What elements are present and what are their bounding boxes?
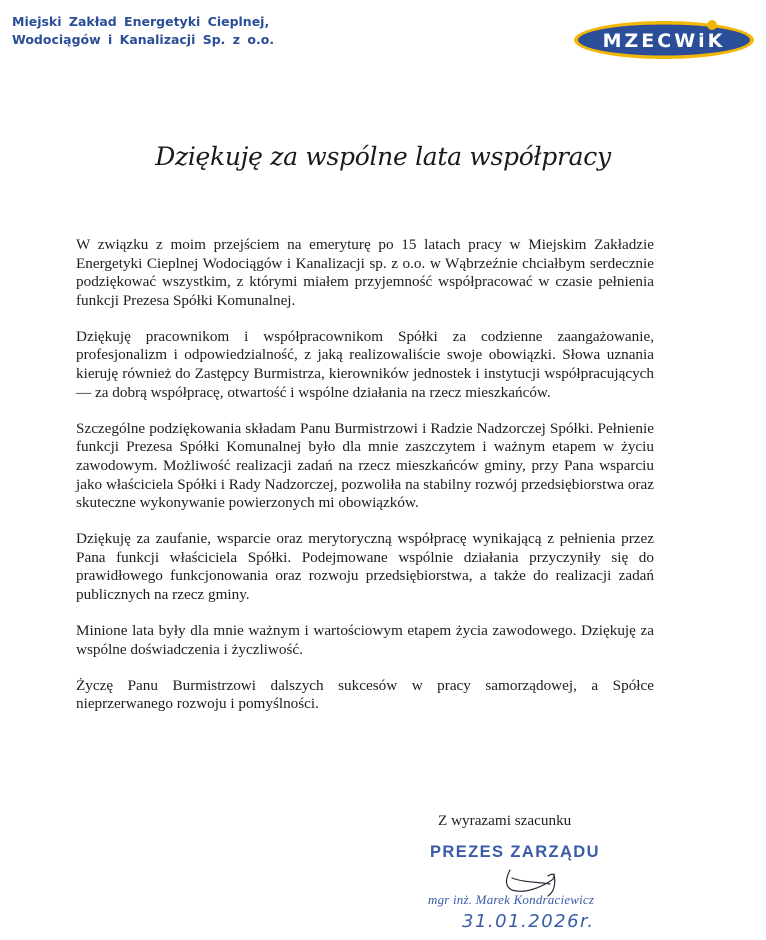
paragraph-3: Szczególne podziękowania składam Panu Burmistrzowi i Radzie Nadzorczej Spółki. Pełnienie funkcji Prezesa Spółki Komunalnej było dla mnie zaszczytem i ważnym etapem w życiu zawodowym. Możliwość realizacji zadań na rzecz mieszkańców gminy, przy Pana wsparciu jako właściciela Spółki i Rady Nadzorczej, pozwoliła na stabilny rozwój przedsiębiorstwa oraz skuteczne wykonywanie powierzonych mi obowiązków. — [76, 419, 654, 512]
stamp-name: mgr inż. Marek Kondraciewicz — [428, 892, 595, 907]
company-name — [12, 13, 274, 49]
paragraph-2: Dziękuję pracownikom i współpracownikom Spółki za codzienne zaangażowanie, profesjonalizm i odpowiedzialność, z jaką realizowaliście swoje obowiązki. Słowa uznania kieruję również do Zastępcy Burmistrza, kierowników jednostek i instytucji współpracujących — za dobrą współpracę, otwartość i wspólne działania na rzecz mieszkańców. — [76, 327, 654, 401]
paragraph-5: Minione lata były dla mnie ważnym i wartościowym etapem życia zawodowego. Dziękuję za wspólne doświadczenia i życzliwość. — [76, 622, 654, 658]
company-name-line-1: Miejski Zakład Energetyki Cieplnej, — [12, 14, 270, 29]
logo-text: MZECWiK — [602, 30, 726, 52]
logo-accent-dot — [707, 20, 717, 30]
letter-title: Dziękuję za wspólne lata współpracy — [155, 142, 611, 171]
handwritten-date: 31.01.2026r. — [462, 911, 595, 932]
stamp-title: PREZES ZARZĄDU — [430, 843, 600, 861]
mzecwik-logo — [573, 19, 755, 61]
company-name-line-2: Wodociągów i Kanalizacji Sp. z o.o. — [12, 32, 275, 47]
letter-body — [76, 236, 654, 731]
paragraph-1: W związku z moim przejściem na emeryturę po 15 latach pracy w Miejskim Zakładzie Energetyki Cieplnej Wodociągów i Kanalizacji sp. z o.o. w Wąbrzeźnie chciałbym serdecznie podziękować wszystkim, z którymi miałem przyjemność współpracować w czasie pełnienia funkcji Prezesa Spółki Komunalnej. — [76, 236, 654, 309]
paragraph-6: Życzę Panu Burmistrzowi dalszych sukcesów w pracy samorządowej, a Spółce nieprzerwanego rozwoju i pomyślności. — [76, 676, 654, 713]
paragraph-4: Dziękuję za zaufanie, wsparcie oraz merytoryczną współpracę wynikającą z pełnienia przez Pana funkcji właściciela Spółki. Podejmowane wspólnie działania przyczyniły się do prawidłowego funkcjonowania oraz rozwoju przedsiębiorstwa, a także do realizacji zadań publicznych na rzecz gminy. — [76, 530, 654, 603]
closing-phrase: Z wyrazami szacunku — [438, 812, 572, 829]
